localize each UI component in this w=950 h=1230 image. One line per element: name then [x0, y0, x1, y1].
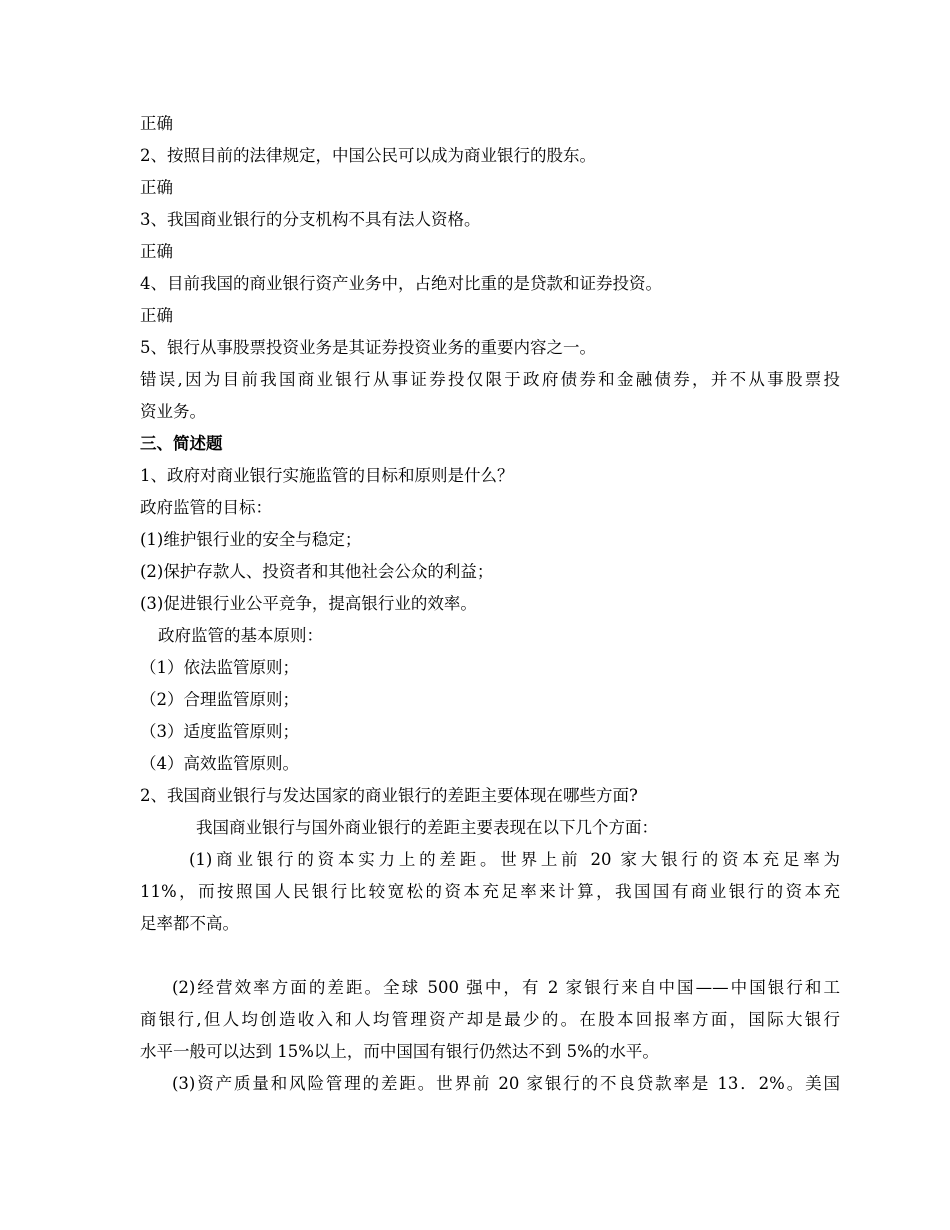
- answer-line: 正确: [140, 242, 173, 261]
- list-item: (1)维护银行业的安全与稳定；: [140, 530, 362, 549]
- answer-line: 错误,因为目前我国商业银行从事证券投仅限于政府债券和金融债券，并不从事股票投: [140, 370, 840, 389]
- answer-line: 资业务。: [140, 402, 206, 421]
- list-item: （2）合理监管原则；: [140, 690, 299, 709]
- body-line: 我国商业银行与国外商业银行的差距主要表现在以下几个方面：: [196, 818, 658, 837]
- list-item: (3)促进银行业公平竞争，提高银行业的效率。: [140, 594, 477, 613]
- section-heading: 三、简述题: [140, 434, 223, 453]
- question-line: 2、按照目前的法律规定，中国公民可以成为商业银行的股东。: [140, 146, 596, 165]
- list-item: (2)保护存款人、投资者和其他社会公众的利益；: [140, 562, 494, 581]
- body-line: (3)资产质量和风险管理的差距。世界前 20 家银行的不良贷款率是 13．2%。美国: [172, 1074, 840, 1093]
- body-line: 政府监管的基本原则：: [158, 626, 323, 645]
- body-line: 水平一般可以达到 15%以上，而中国国有银行仍然达不到 5%的水平。: [140, 1042, 659, 1061]
- question-line: 4、目前我国的商业银行资产业务中，占绝对比重的是贷款和证券投资。: [140, 274, 662, 293]
- question-line: 3、我国商业银行的分支机构不具有法人资格。: [140, 210, 481, 229]
- list-item: （4）高效监管原则。: [140, 754, 299, 773]
- answer-line: 正确: [140, 178, 173, 197]
- question-line: 2、我国商业银行与发达国家的商业银行的差距主要体现在哪些方面?: [140, 786, 638, 805]
- answer-line: 正确: [140, 306, 173, 325]
- answer-line: 正确: [140, 114, 173, 133]
- body-line: 11%，而按照国人民银行比较宽松的资本充足率来计算，我国国有商业银行的资本充: [140, 882, 840, 901]
- body-line: (1)商业银行的资本实力上的差距。世界上前 20 家大银行的资本充足率为: [189, 850, 840, 869]
- body-line: 足率都不高。: [140, 914, 239, 933]
- body-line: 政府监管的目标：: [140, 498, 272, 517]
- question-line: 5、银行从事股票投资业务是其证券投资业务的重要内容之一。: [140, 338, 596, 357]
- body-line: 商银行,但人均创造收入和人均管理资产却是最少的。在股本回报率方面，国际大银行: [140, 1010, 840, 1029]
- question-line: 1、政府对商业银行实施监管的目标和原则是什么？: [140, 466, 514, 485]
- body-line: (2)经营效率方面的差距。全球 500 强中，有 2 家银行来自中国——中国银行和工: [172, 978, 840, 997]
- list-item: （3）适度监管原则；: [140, 722, 299, 741]
- list-item: （1）依法监管原则；: [140, 658, 299, 677]
